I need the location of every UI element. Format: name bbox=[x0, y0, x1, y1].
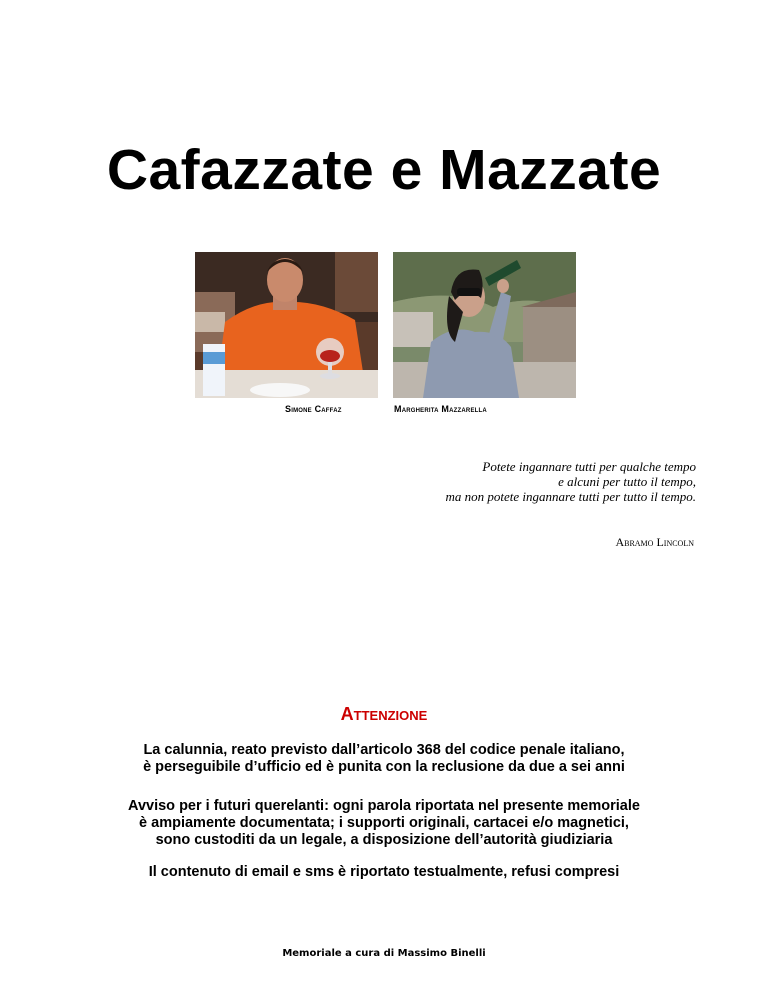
paragraph-line: sono custoditi da un legale, a disposizione dell’autorità giudiziaria bbox=[155, 832, 613, 848]
footer-credit: Memoriale a cura di Massimo Binelli bbox=[282, 948, 486, 959]
contenuto-paragraph bbox=[0, 864, 768, 881]
quote-line: ma non potete ingannare tutti per tutto il tempo. bbox=[445, 489, 696, 504]
quote-author: Abramo Lincoln bbox=[615, 535, 694, 549]
quote-line: Potete ingannare tutti per qualche tempo bbox=[482, 459, 696, 474]
calunnia-paragraph bbox=[0, 742, 768, 776]
caption-margherita: Margherita Mazzarella bbox=[394, 404, 487, 414]
caption-simone: Simone Caffaz bbox=[285, 404, 342, 414]
epigraph-quote bbox=[446, 459, 696, 504]
document-title: Cafazzate e Mazzate bbox=[106, 138, 662, 202]
photo-woman-terrace bbox=[393, 252, 576, 398]
paragraph-line: è ampiamente documentata; i supporti originali, cartacei e/o magnetici, bbox=[139, 815, 629, 831]
paragraph-line: La calunnia, reato previsto dall’articolo 368 del codice penale italiano, bbox=[143, 742, 625, 758]
photo-man-restaurant bbox=[195, 252, 378, 398]
paragraph-line: è perseguibile d’ufficio ed è punita con la reclusione da due a sei anni bbox=[143, 759, 625, 775]
avviso-paragraph bbox=[0, 798, 768, 849]
quote-line: e alcuni per tutto il tempo, bbox=[558, 474, 696, 489]
attention-heading: Attenzione bbox=[340, 704, 428, 724]
paragraph-line: Avviso per i futuri querelanti: ogni parola riportata nel presente memoriale bbox=[128, 798, 640, 814]
paragraph-line: Il contenuto di email e sms è riportato testualmente, refusi compresi bbox=[148, 864, 620, 880]
